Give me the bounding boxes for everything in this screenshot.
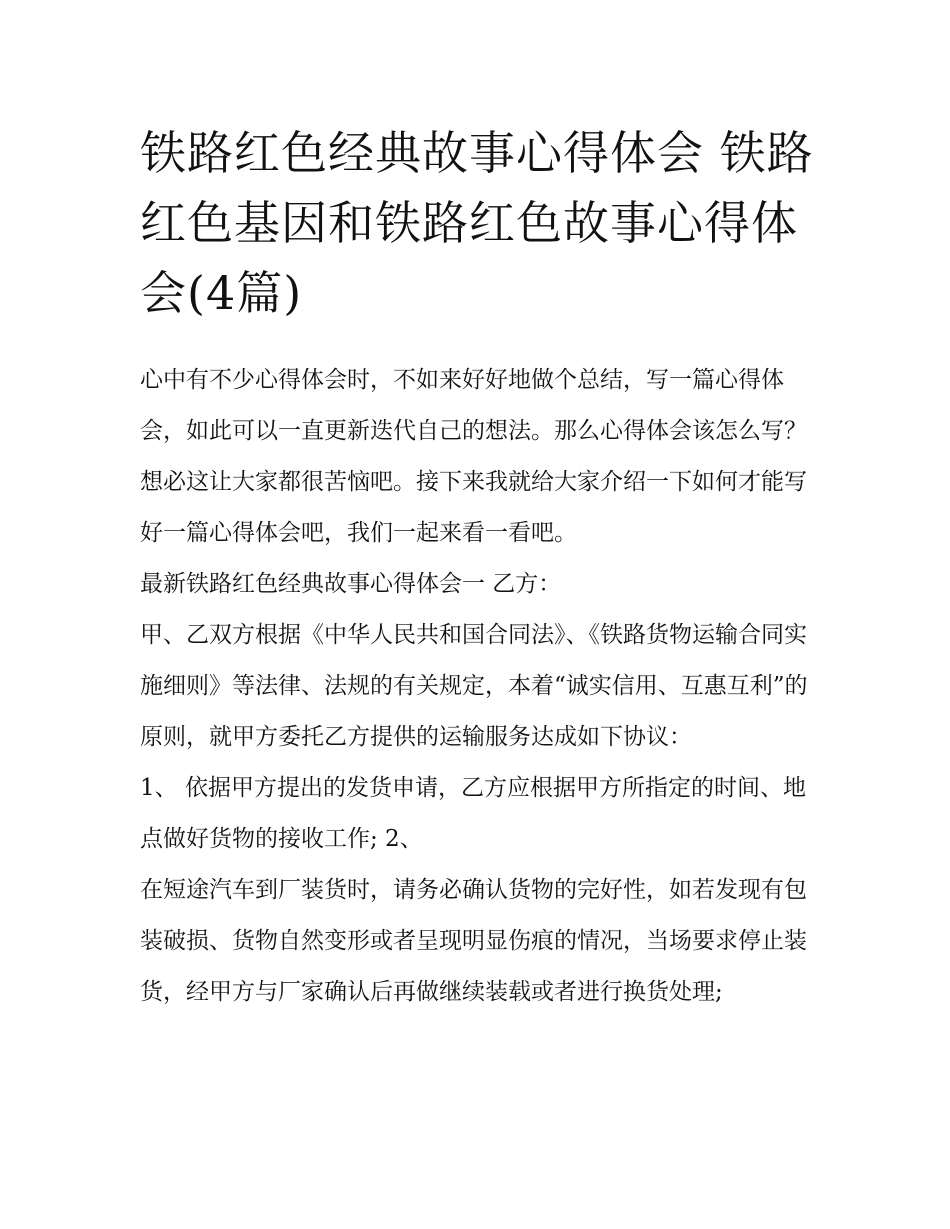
document-title: 铁路红色经典故事心得体会 铁路红色基因和铁路红色故事心得体会(4篇) bbox=[140, 126, 814, 320]
agreement-paragraph: 甲、乙双方根据《中华人民共和国合同法》、《铁路货物运输合同实施细则》等法律、法规的有关规定，本着“诚实信用、互惠互利”的原则，就甲方委托乙方提供的运输服务达成如下协议： bbox=[140, 622, 808, 750]
intro-paragraph: 心中有不少心得体会时，不如来好好地做个总结，写一篇心得体会，如此可以一直更新迭代自己的想法。那么心得体会该怎么写？想必这让大家都很苦恼吧。接下来我就给大家介绍一下如何才能写好一篇心得体会吧，我们一起来看一看吧。 bbox=[140, 367, 807, 546]
clause-paragraph-2: 在短途汽车到厂装货时，请务必确认货物的完好性，如若发现有包装破损、货物自然变形或者呈现明显伤痕的情况，当场要求停止装货，经甲方与厂家确认后再做继续装载或者进行换货处理; bbox=[140, 877, 807, 1005]
clause-item-1: 1、 依据甲方提出的发货申请，乙方应根据甲方所指定的时间、地点做好货物的接收工作; 2、 bbox=[140, 775, 806, 852]
document-body bbox=[140, 355, 820, 1018]
section-heading: 最新铁路红色经典故事心得体会一 乙方： bbox=[140, 571, 562, 597]
